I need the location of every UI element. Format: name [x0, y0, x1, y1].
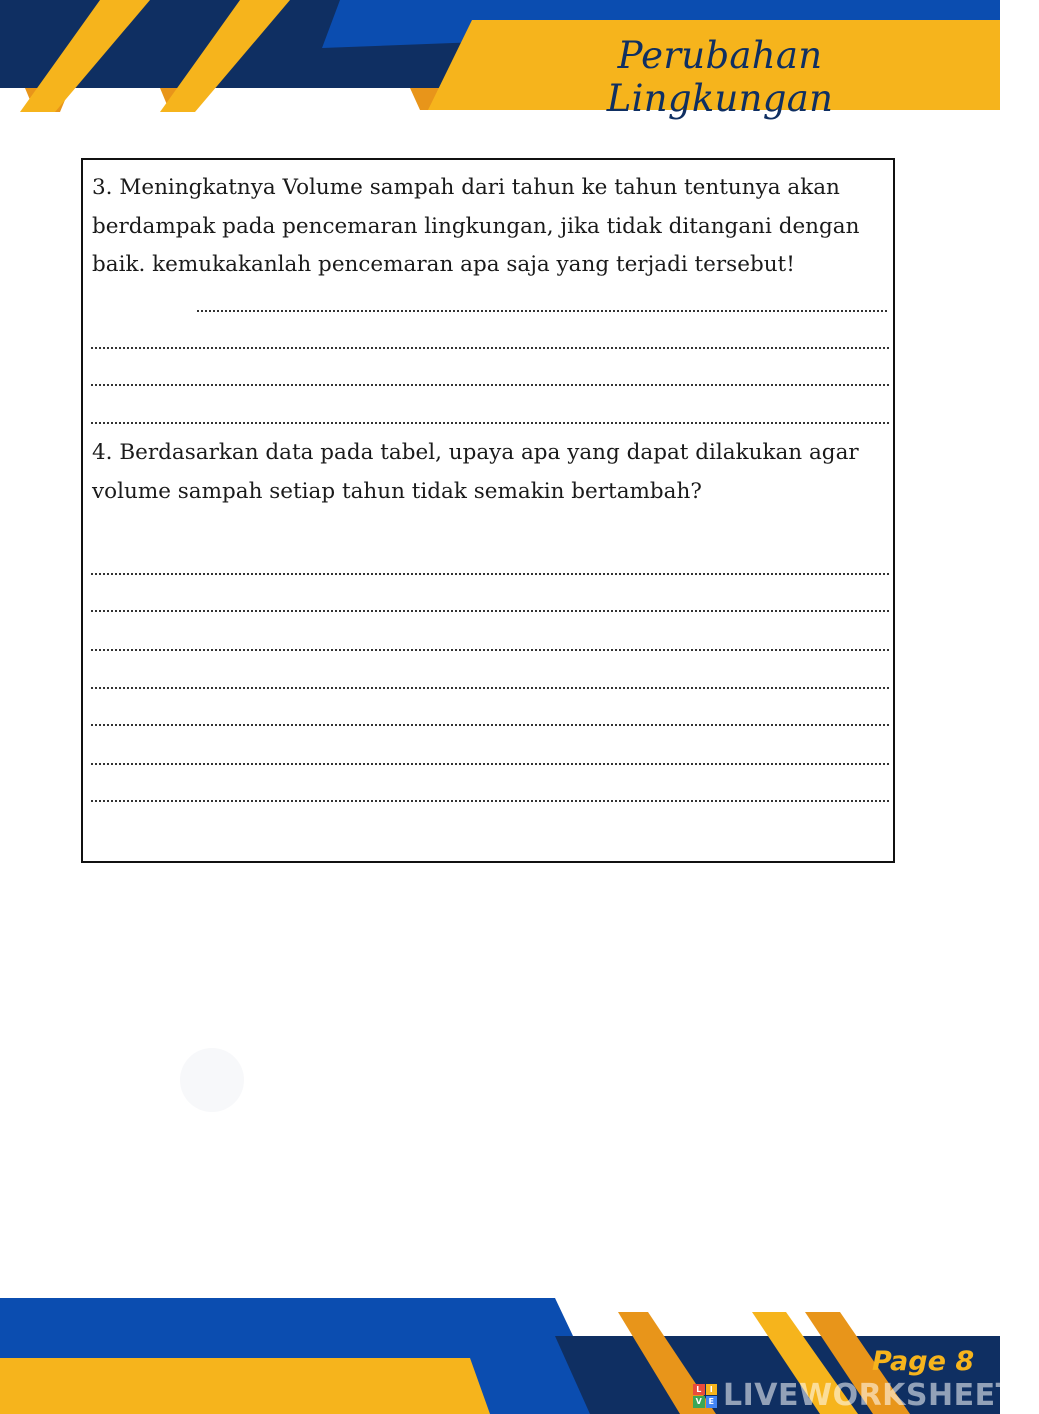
answer-line[interactable] — [91, 763, 889, 765]
answer-line[interactable] — [91, 610, 889, 612]
answer-line[interactable] — [91, 573, 889, 575]
page-number: Page 8 — [872, 1346, 975, 1377]
watermark — [693, 1378, 1039, 1413]
question-box — [81, 158, 895, 863]
answer-line[interactable] — [91, 384, 889, 386]
answer-line[interactable] — [91, 724, 889, 726]
answer-line[interactable] — [91, 422, 889, 424]
answer-line[interactable] — [91, 800, 889, 802]
answer-line[interactable] — [91, 649, 889, 651]
answer-line-inline[interactable] — [197, 310, 887, 312]
question-4-text: 4. Berdasarkan data pada tabel, upaya apa yang dapat dilakukan agar volume sampah setiap tahun tidak semakin bertambah? — [92, 440, 859, 504]
watermark-text: LIVEWORKSHEETS — [723, 1378, 1039, 1413]
faint-decoration — [180, 1048, 244, 1112]
liveworksheets-logo-icon: L I V E — [693, 1384, 717, 1408]
footer-orange-band — [0, 1358, 490, 1414]
question-3-text: 3. Meningkatnya Volume sampah dari tahun ke tahun tentunya akan berdampak pada pencemaran lingkungan, jika tidak ditangani dengan baik. kemukakanlah pencemaran apa saja yang terjadi tersebut! — [92, 175, 860, 277]
worksheet-title: Perubahan Lingkungan — [606, 34, 834, 120]
answer-line[interactable] — [91, 687, 889, 689]
answer-line[interactable] — [91, 347, 889, 349]
